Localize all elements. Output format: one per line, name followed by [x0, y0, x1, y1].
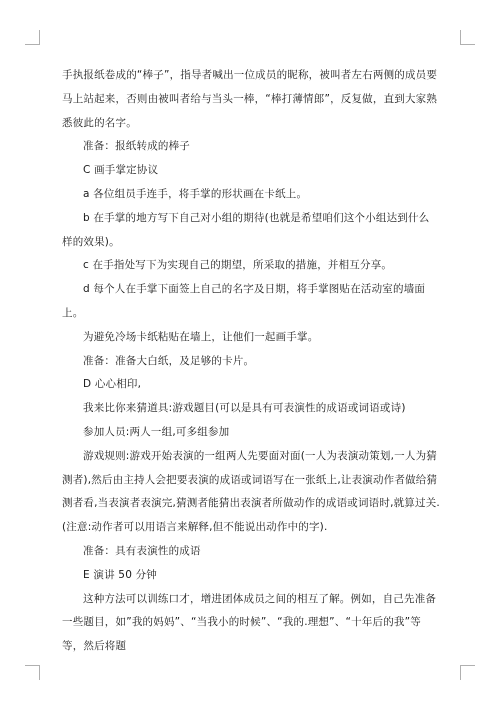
paragraph: c 在手指处写下为实现自己的期望，所采取的措施，并相互分享。 — [83, 259, 393, 272]
paragraph: 这种方法可以训练口才，增进团体成员之间的相互了解。例如，自己先准备一些题目，如”我的妈妈”、“当我小的时候”、“我的.理想”、“十年后的我”等等，然后将题 — [62, 592, 437, 653]
crop-mark-top-right — [460, 30, 475, 45]
paragraph: 游戏规则:游戏开始表演的一组两人先要面对面(一人为表演动策划,一人为猜测者),然后由主持人会把要表演的成语或词语写在一张纸上,让表演动作者做给猜测者看,当表演者表演完,猜测者能猜出表演者所做动作的成语或词语时,就算过关.(注意:动作者可以用语言来解释,但不能说出动作中的字). — [62, 449, 440, 534]
crop-mark-bottom-left — [25, 665, 40, 680]
document-body — [62, 64, 440, 659]
paragraph: 参加人员:两人一组,可多组参加 — [83, 425, 230, 438]
paragraph: d 每个人在手掌下面签上自己的名字及日期，将手掌图贴在活动室的墙面上。 — [62, 283, 426, 319]
paragraph: C 画手掌定协议 — [83, 164, 159, 177]
paragraph: 准备：报纸转成的棒子 — [83, 140, 190, 153]
paragraph: 准备：准备大白纸，及足够的卡片。 — [83, 354, 255, 367]
paragraph: 我来比你来猜道具:游戏题目(可以是具有可表演性的成语或词语或诗) — [83, 402, 406, 415]
paragraph: 为避免冷场卡纸粘贴在墙上，让他们一起画手掌。 — [83, 330, 319, 343]
paragraph: 手执报纸卷成的“棒子”，指导者喊出一位成员的昵称，被叫者左右两侧的成员要马上站起来，否则由被叫者给与当头一棒，“棒打薄情郎”，反复做，直到大家熟悉彼此的名字。 — [62, 69, 438, 129]
paragraph: a 各位组员手连手，将手掌的形状画在卡纸上。 — [83, 187, 308, 200]
paragraph: D 心心相印, — [83, 378, 142, 391]
paragraph: E 演讲 50 分钟 — [83, 568, 158, 581]
paragraph: b 在手掌的地方写下自己对小组的期待(也就是希望咱们这个小组达到什么样的效果)。 — [62, 211, 430, 248]
crop-mark-bottom-right — [460, 665, 475, 680]
crop-mark-top-left — [25, 30, 40, 45]
paragraph: 准备：具有表演性的成语 — [83, 544, 201, 557]
